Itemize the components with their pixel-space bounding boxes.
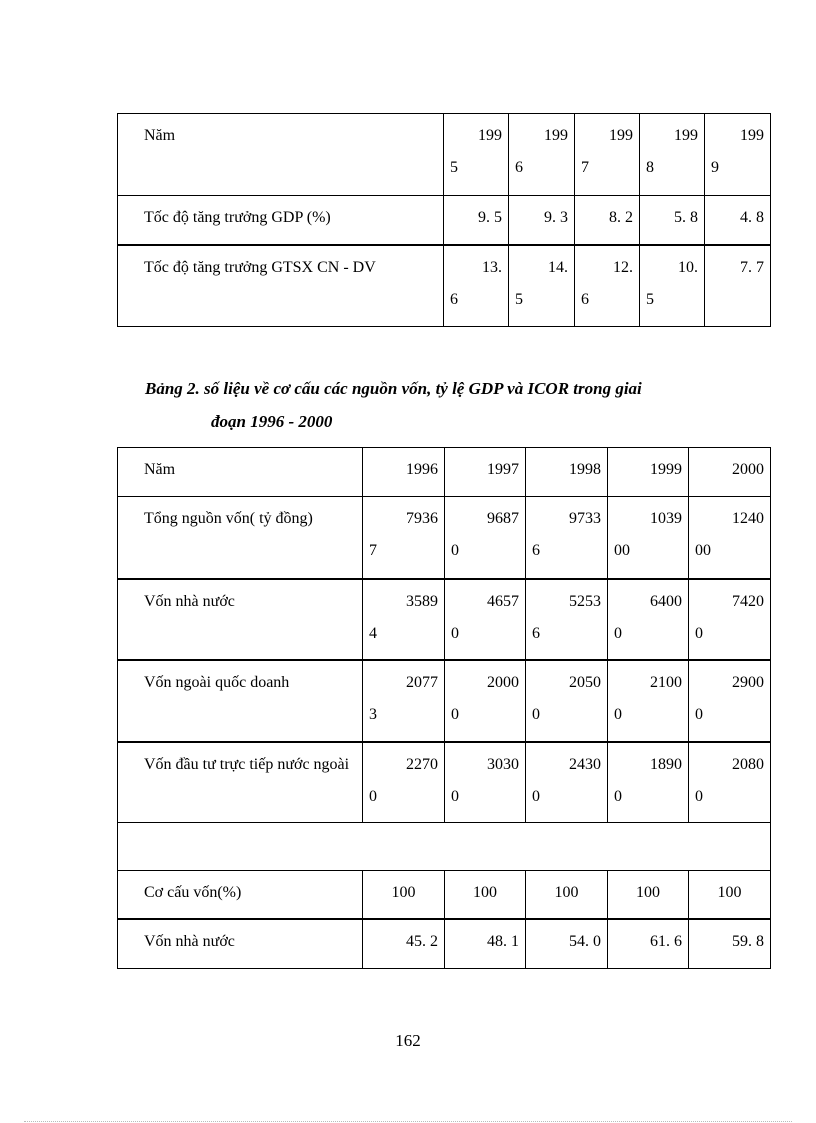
capital-structure-table <box>117 447 771 969</box>
value-cell: 45. 2 <box>363 919 445 969</box>
table-row <box>118 919 771 969</box>
year-cell: 199 8 <box>640 114 705 196</box>
value-cell: 3030 0 <box>445 742 526 823</box>
value-cell: 2050 0 <box>526 660 608 742</box>
year-cell: 199 9 <box>705 114 771 196</box>
value-cell: 8. 2 <box>575 196 640 245</box>
page-number: 162 <box>395 1031 421 1050</box>
value-cell: 2270 0 <box>363 742 445 823</box>
value-cell: 5. 8 <box>640 196 705 245</box>
value-cell: 1240 00 <box>689 497 771 579</box>
row-label: Vốn đầu tư trực tiếp nước ngoài <box>118 742 363 823</box>
value-cell: 2080 0 <box>689 742 771 823</box>
value-cell: 100 <box>608 871 689 919</box>
value-cell: 2100 0 <box>608 660 689 742</box>
row-label: Năm <box>118 448 363 497</box>
row-label: Vốn nhà nước <box>118 579 363 660</box>
table-row <box>118 196 771 245</box>
value-cell: 10. 5 <box>640 245 705 327</box>
value-cell: 4657 0 <box>445 579 526 660</box>
value-cell: 3589 4 <box>363 579 445 660</box>
value-cell: 54. 0 <box>526 919 608 969</box>
row-label: Tốc độ tăng trưởng GDP (%) <box>118 196 444 245</box>
value-cell: 2430 0 <box>526 742 608 823</box>
row-label: Năm <box>118 114 444 196</box>
value-cell: 100 <box>689 871 771 919</box>
value-cell: 4. 8 <box>705 196 771 245</box>
empty-cell <box>118 823 771 871</box>
year-cell: 2000 <box>689 448 771 497</box>
value-cell: 100 <box>445 871 526 919</box>
value-cell: 7. 7 <box>705 245 771 327</box>
value-cell: 14. 5 <box>509 245 575 327</box>
value-cell: 1039 00 <box>608 497 689 579</box>
value-cell: 61. 6 <box>608 919 689 969</box>
value-cell: 7420 0 <box>689 579 771 660</box>
table-row <box>118 497 771 579</box>
table-row <box>118 660 771 742</box>
year-cell: 199 6 <box>509 114 575 196</box>
caption-line-1: Bảng 2. số liệu về cơ cấu các nguồn vốn, tỷ lệ GDP và ICOR trong giai <box>145 379 642 398</box>
value-cell: 7936 7 <box>363 497 445 579</box>
value-cell: 13. 6 <box>444 245 509 327</box>
table-row <box>118 742 771 823</box>
year-cell: 1996 <box>363 448 445 497</box>
row-label: Vốn ngoài quốc doanh <box>118 660 363 742</box>
year-cell: 199 5 <box>444 114 509 196</box>
value-cell: 6400 0 <box>608 579 689 660</box>
table-row <box>118 448 771 497</box>
year-cell: 1998 <box>526 448 608 497</box>
year-cell: 1997 <box>445 448 526 497</box>
value-cell: 12. 6 <box>575 245 640 327</box>
row-label: Tốc độ tăng trưởng GTSX CN - DV <box>118 245 444 327</box>
value-cell: 100 <box>363 871 445 919</box>
table-row <box>118 114 771 196</box>
table-row <box>118 871 771 919</box>
value-cell: 9. 5 <box>444 196 509 245</box>
table-caption <box>145 372 765 438</box>
value-cell: 2000 0 <box>445 660 526 742</box>
footer-divider <box>24 1121 792 1122</box>
value-cell: 9733 6 <box>526 497 608 579</box>
value-cell: 5253 6 <box>526 579 608 660</box>
value-cell: 9. 3 <box>509 196 575 245</box>
table-row-empty <box>118 823 771 871</box>
row-label: Vốn nhà nước <box>118 919 363 969</box>
value-cell: 100 <box>526 871 608 919</box>
row-label: Tổng nguồn vốn( tỷ đồng) <box>118 497 363 579</box>
table-row <box>118 245 771 327</box>
value-cell: 2077 3 <box>363 660 445 742</box>
value-cell: 48. 1 <box>445 919 526 969</box>
caption-line-2: đoạn 1996 - 2000 <box>211 412 333 431</box>
value-cell: 2900 0 <box>689 660 771 742</box>
value-cell: 1890 0 <box>608 742 689 823</box>
row-label: Cơ cấu vốn(%) <box>118 871 363 919</box>
value-cell: 59. 8 <box>689 919 771 969</box>
value-cell: 9687 0 <box>445 497 526 579</box>
table-row <box>118 579 771 660</box>
year-cell: 199 7 <box>575 114 640 196</box>
year-cell: 1999 <box>608 448 689 497</box>
growth-table <box>117 113 771 327</box>
